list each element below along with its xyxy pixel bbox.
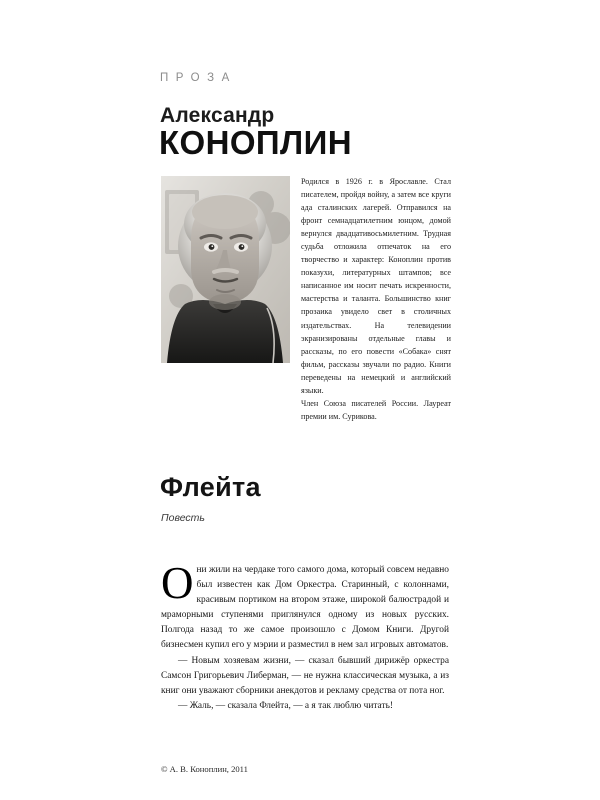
biography-paragraph-1: Родился в 1926 г. в Ярославле. Стал писателем, пройдя войну, а затем все круги ада сталинских лагерей. Отправился на фронт семнадцатилетним юнцом, домой вернулся двадцативосьмилетним. Трудная судьба отложила отпечаток на его творчество и характер: Коноплин против показухи, литературных штампов; все написанное им носит печать искренности, мастерства и таланта. Большинство книг прозаика увидело свет в столичных издательствах. На телевидении экранизированы отдельные главы и рассказы, по его повести «Собака» снят фильм, рассказы звучали по радио. Книги переведены на немецкий и английский языки.: [301, 177, 451, 395]
biography-paragraph-2: Член Союза писателей России. Лауреат премии им. Сурикова.: [301, 398, 451, 421]
section-rubric: ПРОЗА: [160, 72, 237, 84]
story-body: [161, 558, 449, 714]
story-paragraph-2: — Новым хозяевам жизни, — сказал бывший дирижёр оркестра Самсон Григорьевич Либерман, — не нужна классическая музыка, а из книг они уважают сборники анекдотов и рекламу средства от пота ног.: [161, 655, 449, 696]
author-last-name: КОНОПЛИН: [159, 124, 352, 161]
drop-cap: О: [161, 558, 194, 608]
work-title: Флейта: [160, 472, 261, 502]
author-portrait-photo: [161, 176, 290, 363]
author-first-name: Александр: [160, 104, 275, 127]
copyright-notice: © А. В. Коноплин, 2011: [161, 764, 248, 774]
story-paragraph-1: [161, 558, 449, 654]
story-paragraph-3: — Жаль, — сказала Флейта, — а я так люблю читать!: [178, 700, 393, 711]
story-paragraph-1-text: ни жили на чердаке того самого дома, который совсем недавно был известен как Дом Оркестра. Старинный, с колоннами, красивым портиком на втором этаже, широкой балюстрадой и мраморными ступенями приглянулся одному из новых русских. Полгода назад то же самое произошло с Домом Книги. Другой бизнесмен купил его у мэрии и разместил в нем зал игровых автоматов.: [161, 565, 449, 651]
author-biography: [301, 175, 451, 423]
work-subtitle: Повесть: [161, 512, 205, 524]
